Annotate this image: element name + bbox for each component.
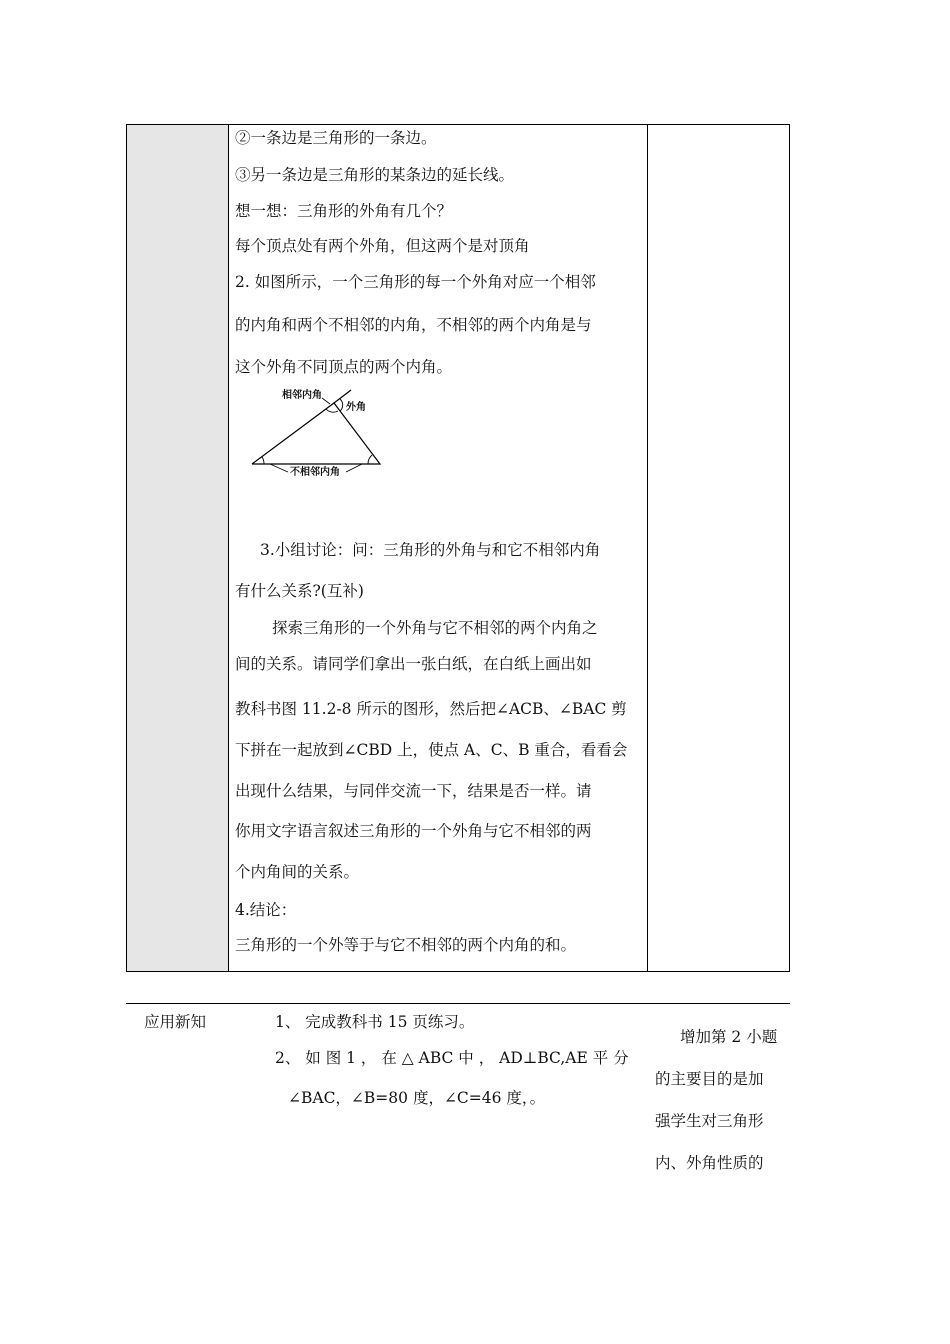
text-line: 教科书图 11.2-8 所示的图形，然后把∠ACB、∠BAC 剪	[235, 700, 627, 718]
exercise-item: ∠BAC，∠B=80 度，∠C=46 度，。	[288, 1089, 546, 1107]
note-line: 的主要目的是加	[655, 1070, 764, 1088]
text-line: 4.结论：	[235, 901, 297, 919]
adjacent-angle-label: 相邻内角	[282, 390, 322, 401]
left-column-shading	[127, 125, 228, 971]
note-line: 强学生对三角形	[655, 1112, 764, 1130]
adjacent-pointer	[322, 398, 330, 404]
row-divider	[126, 1003, 790, 1004]
text-line: 这个外角不同顶点的两个内角。	[235, 358, 453, 376]
exercise-item: 2、 如 图 1 ， 在 △ ABC 中 ， AD⊥BC,AE 平 分	[275, 1049, 629, 1067]
text-line: 2. 如图所示，一个三角形的每一个外角对应一个相邻	[235, 273, 596, 291]
conclusion-text: 三角形的一个外等于与它不相邻的两个内角的和。	[235, 936, 577, 954]
note-line: 内、外角性质的	[655, 1154, 764, 1172]
section-label: 应用新知	[144, 1013, 207, 1031]
column-divider-2	[647, 125, 648, 971]
text-line: ②一条边是三角形的一条边。	[235, 129, 437, 147]
text-line: 探索三角形的一个外角与它不相邻的两个内角之	[272, 619, 598, 637]
text-line: ③另一条边是三角形的某条边的延长线。	[235, 166, 515, 184]
adjacent-angle-arc	[326, 409, 338, 412]
text-line: 下拼在一起放到∠CBD 上，使点 A、C、B 重合，看看会	[235, 741, 628, 759]
text-line: 每个顶点处有两个外角，但这两个是对顶角	[235, 237, 530, 255]
text-line: 出现什么结果，与同伴交流一下，结果是否一样。请	[235, 782, 592, 800]
nonadjacent-pointer-right	[346, 464, 362, 472]
exercise-item: 1、 完成教科书 15 页练习。	[275, 1013, 475, 1031]
bottom-right-angle-arc	[368, 455, 372, 464]
bottom-left-angle-arc	[262, 457, 264, 464]
text-line: 想一想：三角形的外角有几个？	[235, 202, 453, 220]
note-line: 增加第 2 小题	[680, 1028, 778, 1046]
exterior-angle-label: 外角	[346, 402, 366, 413]
text-line: 3.小组讨论：问：三角形的外角与和它不相邻内角	[260, 541, 601, 559]
text-line: 你用文字语言叙述三角形的一个外角与它不相邻的两	[235, 822, 592, 840]
text-line: 有什么关系?(互补)	[235, 582, 364, 600]
nonadjacent-pointer-left	[270, 464, 288, 472]
column-divider-1	[228, 125, 229, 971]
text-line: 的内角和两个不相邻的内角，不相邻的两个内角是与	[235, 316, 592, 334]
text-line: 间的关系。请同学们拿出一张白纸，在白纸上画出如	[235, 655, 592, 673]
exterior-angle-arc	[340, 399, 343, 411]
text-line: 个内角间的关系。	[235, 863, 360, 881]
nonadjacent-angle-label: 不相邻内角	[290, 467, 340, 478]
